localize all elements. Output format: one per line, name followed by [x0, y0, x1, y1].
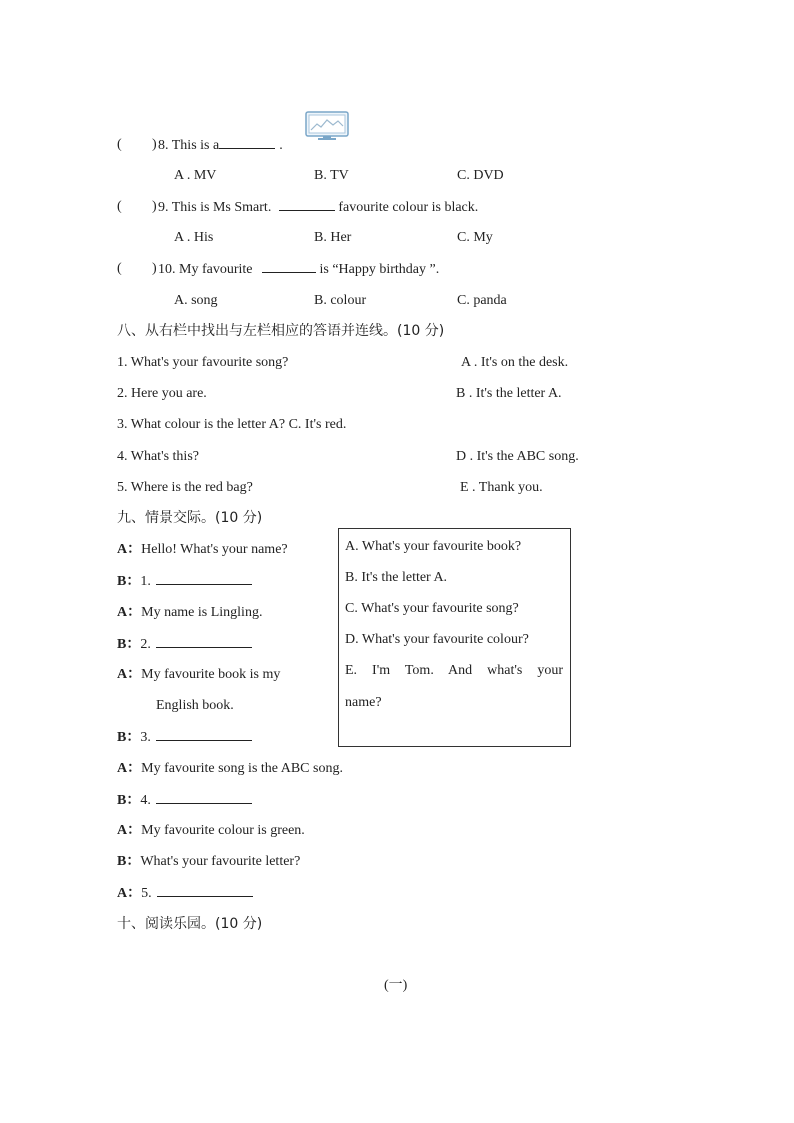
match-left-4[interactable]: 4. What's this? [117, 449, 199, 464]
dialog-line-6: B：3. [117, 728, 252, 747]
dialog-line-5: A：My favourite book is my [117, 667, 281, 682]
choice-b[interactable]: B. It's the letter A. [345, 570, 448, 585]
choice-d[interactable]: D. What's your favourite colour? [345, 632, 529, 647]
q8-option-a[interactable]: A . MV [174, 168, 217, 183]
q9-option-a[interactable]: A . His [174, 230, 214, 245]
answer-blank[interactable] [156, 572, 252, 585]
match-right-d[interactable]: D . It's the ABC song. [456, 449, 579, 464]
choice-c[interactable]: C. What's your favourite song? [345, 601, 519, 616]
q9-paren-close: ) [152, 199, 157, 214]
q8-option-b[interactable]: B. TV [314, 168, 349, 183]
q10-option-b[interactable]: B. colour [314, 293, 367, 308]
dialog-line-9: A：My favourite colour is green. [117, 823, 305, 838]
answer-blank[interactable] [157, 884, 253, 897]
dialog-line-11: A：5. [117, 884, 253, 903]
answer-blank[interactable] [156, 728, 252, 741]
dialog-line-4: B：2. [117, 635, 252, 654]
match-right-e[interactable]: E . Thank you. [460, 480, 543, 495]
q10-option-c[interactable]: C. panda [457, 293, 507, 308]
dialog-line-1: A：Hello! What's your name? [117, 542, 288, 557]
q9-option-c[interactable]: C. My [457, 230, 493, 245]
q10-option-a[interactable]: A. song [174, 293, 218, 308]
answer-blank[interactable] [156, 635, 252, 648]
dialog-line-7: A：My favourite song is the ABC song. [117, 761, 343, 776]
match-left-3[interactable]: 3. What colour is the letter A? C. It's red. [117, 417, 347, 432]
section-8-title: 八、从右栏中找出与左栏相应的答语并连线。(10 分) [117, 323, 445, 339]
answer-blank[interactable] [279, 198, 335, 211]
answer-blank[interactable] [156, 791, 252, 804]
section-9-title: 九、情景交际。(10 分) [117, 510, 263, 526]
q10-paren-open: ( [117, 261, 122, 276]
answer-blank[interactable] [219, 136, 275, 149]
q10-paren-close: ) [152, 261, 157, 276]
q8-stem: 8. This is a . [158, 138, 283, 153]
dialog-line-3: A：My name is Lingling. [117, 605, 263, 620]
q9-stem: 9. This is Ms Smart. favourite colour is black. [158, 200, 479, 215]
dialog-line-2: B：1. [117, 572, 252, 591]
section-10-title: 十、阅读乐园。(10 分) [117, 916, 263, 932]
match-left-1[interactable]: 1. What's your favourite song? [117, 355, 289, 370]
match-right-b[interactable]: B . It's the letter A. [456, 386, 562, 401]
page-number: (一) [384, 978, 408, 993]
q8-paren-close: ) [152, 137, 157, 152]
q10-stem: 10. My favourite is “Happy birthday ”. [158, 262, 440, 277]
choice-e-cont: name? [345, 695, 382, 710]
tv-picture-icon [305, 111, 349, 141]
answer-blank[interactable] [262, 260, 316, 273]
dialog-line-10: B：What's your favourite letter? [117, 854, 301, 869]
q9-option-b[interactable]: B. Her [314, 230, 352, 245]
match-left-5[interactable]: 5. Where is the red bag? [117, 480, 253, 495]
match-right-a[interactable]: A . It's on the desk. [461, 355, 569, 370]
q9-paren-open: ( [117, 199, 122, 214]
match-left-2[interactable]: 2. Here you are. [117, 386, 207, 401]
choice-e[interactable]: E. I'm Tom. And what's your [345, 663, 563, 678]
dialog-line-8: B：4. [117, 791, 252, 810]
q8-option-c[interactable]: C. DVD [457, 168, 504, 183]
q8-paren-open: ( [117, 137, 122, 152]
choice-a[interactable]: A. What's your favourite book? [345, 539, 522, 554]
dialog-line-5-cont: English book. [156, 698, 234, 713]
